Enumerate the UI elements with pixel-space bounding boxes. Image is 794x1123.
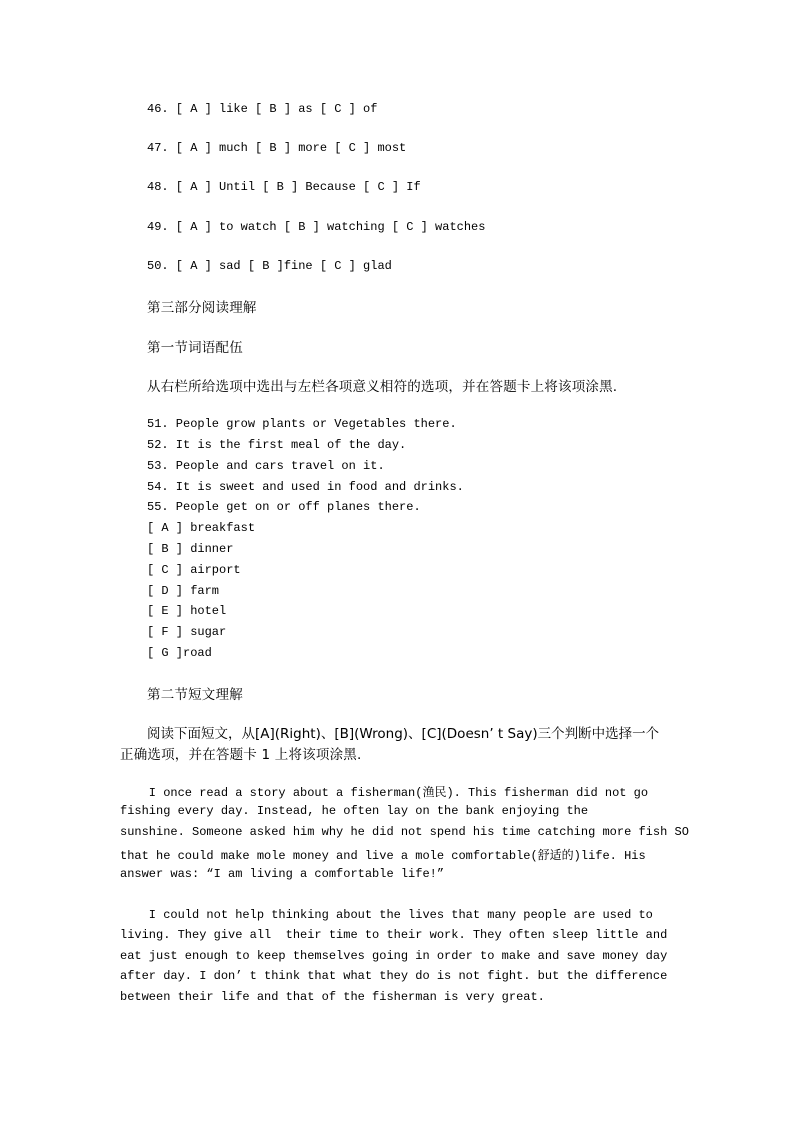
paragraph-2-line-3: eat just enough to keep themselves going in order to make and save money day: [120, 949, 668, 963]
paragraph-2-line-4: after day. I don’ t think that what they do is not fight. but the difference: [120, 969, 668, 983]
section2-heading: 第二节短文理解: [147, 687, 243, 703]
section1-heading: 第一节词语配伍: [147, 340, 243, 356]
part3-heading: 第三部分阅读理解: [147, 300, 257, 316]
match-item-54: 54. It is sweet and used in food and drinks.: [147, 480, 464, 494]
match-item-53: 53. People and cars travel on it.: [147, 459, 385, 473]
paragraph-1-line-5: answer was: “I am living a comfortable life!”: [120, 867, 445, 881]
paragraph-1-line-2: fishing every day. Instead, he often lay on the bank enjoying the: [120, 804, 589, 818]
choice-49: 49. [ A ] to watch [ B ] watching [ C ] watches: [147, 220, 486, 234]
match-option-g: [ G ]road: [147, 646, 212, 660]
paragraph-2-line-5: between their life and that of the fisherman is very great.: [120, 990, 545, 1004]
paragraph-2-line-1: I could not help thinking about the lives that many people are used to: [120, 908, 653, 922]
match-item-51: 51. People grow plants or Vegetables there.: [147, 417, 457, 431]
match-item-55: 55. People get on or off planes there.: [147, 500, 421, 514]
choice-47: 47. [ A ] much [ B ] more [ C ] most: [147, 141, 407, 155]
section2-instruction-line-1: 阅读下面短文，从[A](Right)、[B](Wrong)、[C](Doesn’ t Say)三个判断中选择一个: [147, 726, 660, 742]
section2-instruction-line-2: 正确选项，并在答题卡 1 上将该项涂黑.: [120, 747, 362, 763]
choice-48: 48. [ A ] Until [ B ] Because [ C ] If: [147, 180, 421, 194]
match-option-c: [ C ] airport: [147, 563, 241, 577]
paragraph-2-line-2: living. They give all their time to their work. They often sleep little and: [120, 928, 668, 942]
match-option-a: [ A ] breakfast: [147, 521, 256, 535]
paragraph-1-line-1: I once read a story about a fisherman(渔民). This fisherman did not go: [120, 786, 649, 800]
paragraph-1-line-3: sunshine. Someone asked him why he did not spend his time catching more fish SO: [120, 825, 689, 839]
choice-50: 50. [ A ] sad [ B ]fine [ C ] glad: [147, 259, 392, 273]
match-option-e: [ E ] hotel: [147, 604, 227, 618]
match-option-d: [ D ] farm: [147, 584, 220, 598]
match-item-52: 52. It is the first meal of the day.: [147, 438, 407, 452]
match-option-f: [ F ] sugar: [147, 625, 227, 639]
match-option-b: [ B ] dinner: [147, 542, 234, 556]
section1-instruction: 从右栏所给选项中选出与左栏各项意义相符的选项，并在答题卡上将该项涂黑.: [147, 379, 618, 395]
paragraph-1-line-4: that he could make mole money and live a mole comfortable(舒适的)life. His: [120, 849, 646, 863]
choice-46: 46. [ A ] like [ B ] as [ C ] of: [147, 102, 378, 116]
